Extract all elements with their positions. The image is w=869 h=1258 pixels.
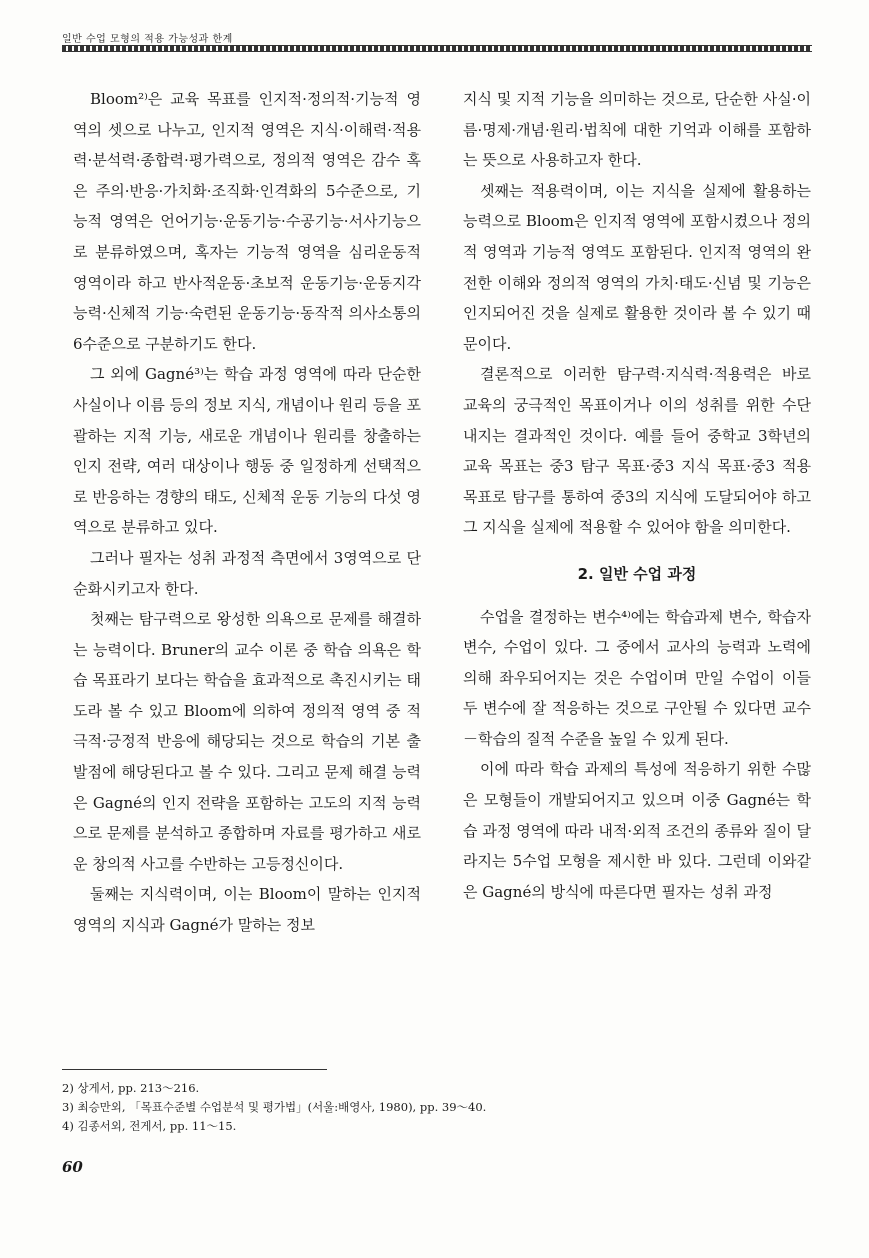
right-column [463, 84, 811, 907]
paragraph: 이에 따라 학습 과제의 특성에 적응하기 위한 수많은 모형들이 개발되어지고 있으며 이중 Gagné는 학습 과정 영역에 따라 내적·외적 조건의 종류와 질이 달라지는 5수업 모형을 제시한 바 있다. 그런데 이와같은 Gagné의 방식에 따른다면 필자는 성취 과정 [463, 760, 811, 901]
footnotes [62, 1079, 486, 1136]
footnote: 3) 최승만외, 「목표수준별 수업분석 및 평가법」(서울:배영사, 1980), pp. 39～40. [62, 1100, 487, 1114]
paragraph: 첫째는 탐구력으로 왕성한 의욕으로 문제를 해결하는 능력이다. Bruner의 교수 이론 중 학습 의욕은 학습 목표라기 보다는 학습을 효과적으로 촉진시키는 태도라 볼 수 있고 Bloom에 의하여 정의적 영역 중 적극적·긍정적 반응에 해당되는 것으로 학습의 기본 출발점에 해당된다고 볼 수 있다. 그리고 문제 해결 능력은 Gagné의 인지 전략을 포함하는 고도의 지적 능력으로 문제를 분석하고 종합하며 자료를 평가하고 새로운 창의적 사고를 수반하는 고등정신이다. [73, 610, 421, 873]
paragraph: 그 외에 Gagné³⁾는 학습 과정 영역에 따라 단순한 사실이나 이름 등의 정보 지식, 개념이나 원리 등을 포괄하는 지적 기능, 새로운 개념이나 원리를 창출하는 인지 전략, 여러 대상이나 행동 중 일정하게 선택적으로 반응하는 경향의 태도, 신체적 운동 기능의 다섯 영역으로 분류하고 있다. [73, 365, 421, 537]
footnote: 4) 김종서외, 전게서, pp. 11～15. [62, 1119, 237, 1133]
paragraph: 그러나 필자는 성취 과정적 측면에서 3영역으로 단순화시키고자 한다. [73, 548, 421, 598]
running-title: 일반 수업 모형의 적용 가능성과 한계 [62, 34, 233, 45]
left-column [73, 84, 421, 941]
paragraph: 셋째는 적용력이며, 이는 지식을 실제에 활용하는 능력으로 Bloom은 인지적 영역에 포함시켰으나 정의적 영역과 기능적 영역도 포함된다. 인지적 영역의 완전한 이해와 정의적 영역의 가치·태도·신념 및 기능은 인지되어진 것을 실제로 활용한 것이라 볼 수 있기 때문이다. [463, 181, 811, 353]
section-heading: 2. 일반 수업 과정 [577, 564, 697, 583]
paragraph: 둘째는 지식력이며, 이는 Bloom이 말하는 인지적 영역의 지식과 Gagné가 말하는 정보 [73, 885, 421, 935]
paragraph: 지식 및 지적 기능을 의미하는 것으로, 단순한 사실·이름·명제·개념·원리·법칙에 대한 기억과 이해를 포함하는 뜻으로 사용하고자 한다. [463, 90, 811, 170]
paragraph: Bloom²⁾은 교육 목표를 인지적·정의적·기능적 영역의 셋으로 나누고, 인지적 영역은 지식·이해력·적용력·분석력·종합력·평가력으로, 정의적 영역은 감수 혹은 주의·반응·가치화·조직화·인격화의 5수준으로, 기능적 영역은 언어기능·운동기능·수공기능·서사기능으로 분류하였으며, 혹자는 기능적 영역을 심리운동적 영역이라 하고 반사적운동·초보적 운동기능·운동지각능력·신체적 기능·숙련된 운동기능·동작적 의사소통의 6수준으로 구분하기도 한다. [73, 90, 421, 353]
page-number: 60 [62, 1158, 83, 1176]
paragraph: 결론적으로 이러한 탐구력·지식력·적용력은 바로 교육의 궁극적인 목표이거나 이의 성취를 위한 수단 내지는 결과적인 것이다. 예를 들어 중학교 3학년의 교육 목표는 중3 탐구 목표·중3 지식 목표·중3 적용 목표로 탐구를 통하여 중3의 지식에 도달되어야 하고 그 지식을 실제에 적용할 수 있어야 함을 의미한다. [463, 365, 811, 537]
header-rule [62, 45, 812, 52]
footnote-rule [62, 1069, 327, 1070]
footnote: 2) 상게서, pp. 213～216. [62, 1081, 200, 1095]
paragraph: 수업을 결정하는 변수⁴⁾에는 학습과제 변수, 학습자 변수, 수업이 있다. 그 중에서 교사의 능력과 노력에 의해 좌우되어지는 것은 수업이며 만일 수업이 이들 두 변수에 잘 적응하는 것으로 구안될 수 있다면 교수－학습의 질적 수준을 높일 수 있게 된다. [463, 607, 811, 748]
